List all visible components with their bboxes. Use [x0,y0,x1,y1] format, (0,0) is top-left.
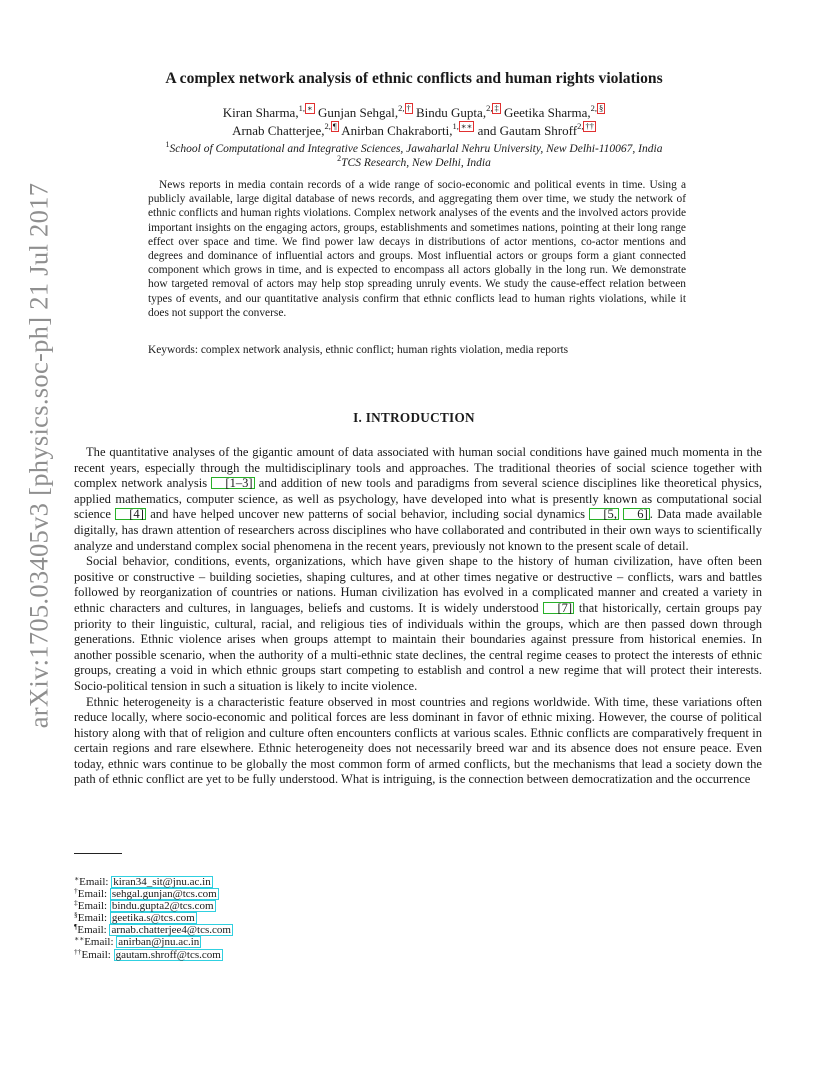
author-name: Geetika Sharma, [503,105,591,120]
citation-link[interactable]: 6] [623,508,649,520]
footnote-6 [74,936,474,948]
paragraph-text: and have helped uncover new patterns of social behavior, including social dynamics [145,507,590,522]
author-line-2 [0,121,828,139]
affiliations [0,142,828,170]
footnote-label: Email: [77,912,110,925]
footnote-label: Email: [79,876,112,888]
author-affiliation-ref: 2, [486,103,493,113]
author-affiliation-ref: 2, [324,121,331,131]
author-name: Anirban Chakraborti, [341,123,453,138]
footnote-link[interactable]: ∗∗ [460,121,473,131]
footnote-2 [74,888,474,900]
email-link[interactable]: kiran34_sit@jnu.ac.in [113,876,211,888]
footnote-7 [74,946,474,961]
footnote-mark: § [74,910,78,920]
email-link[interactable]: gautam.shroff@tcs.com [115,948,221,961]
footnote-4 [74,912,474,924]
author-affiliation-ref: 2, [590,103,597,113]
citation-link[interactable]: [5, [589,508,619,520]
section-heading: I. INTRODUCTION [353,410,475,425]
footnote-mark: ‡ [74,898,78,908]
footnote-mark: ¶ [74,922,78,932]
affiliation-text: School of Computational and Integrative Sciences, Jawaharlal Nehru University, New Delhi-110067, India [169,143,663,155]
email-link[interactable]: bindu.gupta2@tcs.com [111,900,214,913]
citation-link[interactable]: [1–3] [211,477,254,489]
paper-title: A complex network analysis of ethnic conflicts and human rights violations [165,70,663,87]
author-name: Arnab Chatterjee, [232,123,325,138]
author-conjunction: and [477,123,497,138]
footnotes [74,876,474,961]
arxiv-stamp [22,182,56,728]
footnote-link[interactable]: † [406,103,411,113]
footnote-3 [74,900,474,912]
author-affiliation-ref: 2, [398,103,405,113]
author-list [0,103,828,139]
email-link[interactable]: anirban@jnu.ac.in [118,936,200,949]
affiliation-2 [0,156,828,170]
footnote-5 [74,924,474,936]
footnote-link[interactable]: †† [585,121,594,131]
author-name: Gautam Shroff [499,123,578,138]
paragraph-text: that historically, certain groups pay priority to their linguistic, cultural, racial, and religious ties of individuals within the groups, which are then passed down through generations. Ethnic violence arises when groups attempt to maintain their boundaries against pressure from historical enemies. In another possible scenario, when the authority of a multi-ethnic state declines, the central regime ceases to protect the interests of ethnic groups, creating a void in which ethnic groups start competing to establish and control a new regime that will protect their interests. Socio-political tension in such a situation is likely to incite violence. [74,600,763,693]
footnote-label: Email: [84,936,117,949]
author-affiliation-ref: 2, [577,121,584,131]
citation-link[interactable]: [4] [115,508,146,520]
paragraph-2 [74,554,762,694]
abstract: News reports in media contain records of a wide range of socio-economic and political events in time. Using a publicly available, large digital database of news records, and aggregating them over time, we study the network of ethnic conflicts and human rights violations. Complex network analyses of the events and the involved actors provide important insights on the engaging actors, groups, establishments and sometimes nations, pointing at their long range effect over space and time. We find power law decays in distributions of actor mentions, co-actor mentions and degrees and dominance of influential actors and groups. Most influential actors or groups form a giant connected component which grows in time, and is expected to encompass all actors globally in the long run. We demonstrate how targeted removal of actors may help stop spreading unruly events. We study the cause-effect relation between types of events, and our quantitative analysis confirm that ethnic conflicts lead to human rights violations, while it does not support the converse. [148,179,686,319]
author-name: Bindu Gupta, [416,105,487,120]
footnote-label: Email: [77,924,110,937]
author-affiliation-ref: 1, [452,121,459,131]
footnote-mark: †† [74,946,82,956]
email-link[interactable]: sehgal.gunjan@tcs.com [111,888,217,901]
affiliation-number: 2 [337,154,342,163]
footnote-1 [74,876,474,888]
paragraph-text: Social behavior, conditions, events, organizations, which have given shape to the history of human civilization, have often been positive or constructive – building societies, shaping cultures, and at other times negative or destructive – conflicts, wars and battles followed by reorganization of countries or nations. Human civilization has evolved in a complicated manner and created a variety in ethnic characters and cultures, in languages, beliefs and customs. It is widely understood [74,554,762,615]
arxiv-stamp-text: arXiv:1705.03405v3 [physics.soc-ph] 21 Jul 2017 [23,182,54,728]
footnote-link[interactable]: ∗ [306,103,313,113]
paragraph-text: . Data made available digitally, has drawn attention of researchers across disciplines who have collaborated and contributed in their own ways to scientifically analyze and understand complex social phenomena in the recent years, previously not known to the present scale of detail. [74,507,762,553]
footnote-label: Email: [77,888,110,901]
footnote-link[interactable]: ¶ [332,121,337,131]
citation-link[interactable]: [7] [543,602,574,614]
footnote-link[interactable]: § [598,103,604,113]
footnote-label: Email: [81,948,114,961]
body-text [74,445,762,788]
footnote-label: Email: [77,900,110,913]
affiliation-number: 1 [165,140,170,149]
paragraph-text: and addition of new tools and paradigms from several science disciplines like theoretical physics, applied mathematics, computer science, as well as psychology, have developed into what is presently known as computational social science [74,476,762,522]
author-name: Gunjan Sehgal, [317,105,399,120]
affiliation-text: TCS Research, New Delhi, India [341,157,491,169]
footnote-mark: ∗∗ [74,934,85,944]
author-line-1 [0,103,828,121]
footnote-divider [74,853,122,854]
footnote-mark: † [74,886,78,896]
paragraph-text: The quantitative analyses of the gigantic amount of data associated with human social conditions have gained much momenta in the recent years, especially through the multidisciplinary tools and approaches. The traditional theories of social science together with complex network analysis [74,445,762,491]
paragraph-1 [74,445,762,554]
affiliation-1 [0,142,828,156]
keywords: Keywords: complex network analysis, ethnic conflict; human rights violation, media reports [148,344,569,356]
email-link[interactable]: geetika.s@tcs.com [111,912,195,925]
paragraph-3: Ethnic heterogeneity is a characteristic feature observed in most countries and regions worldwide. With time, these variations often reduce locally, where socio-economic and political forces are less dominant in favor of ethnic mixing. However, the course of political history along with that of religion and culture often encounters conflicts at various scales. Ethnic conflicts are comparatively frequent in certain regions and rare elsewhere. Ethnic heterogeneity does not necessarily breed war and its absence does not ensure peace. Even today, ethnic wars continue to be globally the most common form of armed conflicts, but the mechanisms that lead a society down the path of ethnic conflict are yet to be fully understood. What is intriguing, is the connection between democratization and the occurrence [74,694,762,787]
email-link[interactable]: arnab.chatterjee4@tcs.com [111,924,231,937]
footnote-mark: ∗ [74,874,80,883]
author-affiliation-ref: 1, [298,103,305,113]
footnote-link[interactable]: ‡ [494,103,499,113]
author-name: Kiran Sharma, [222,105,299,120]
